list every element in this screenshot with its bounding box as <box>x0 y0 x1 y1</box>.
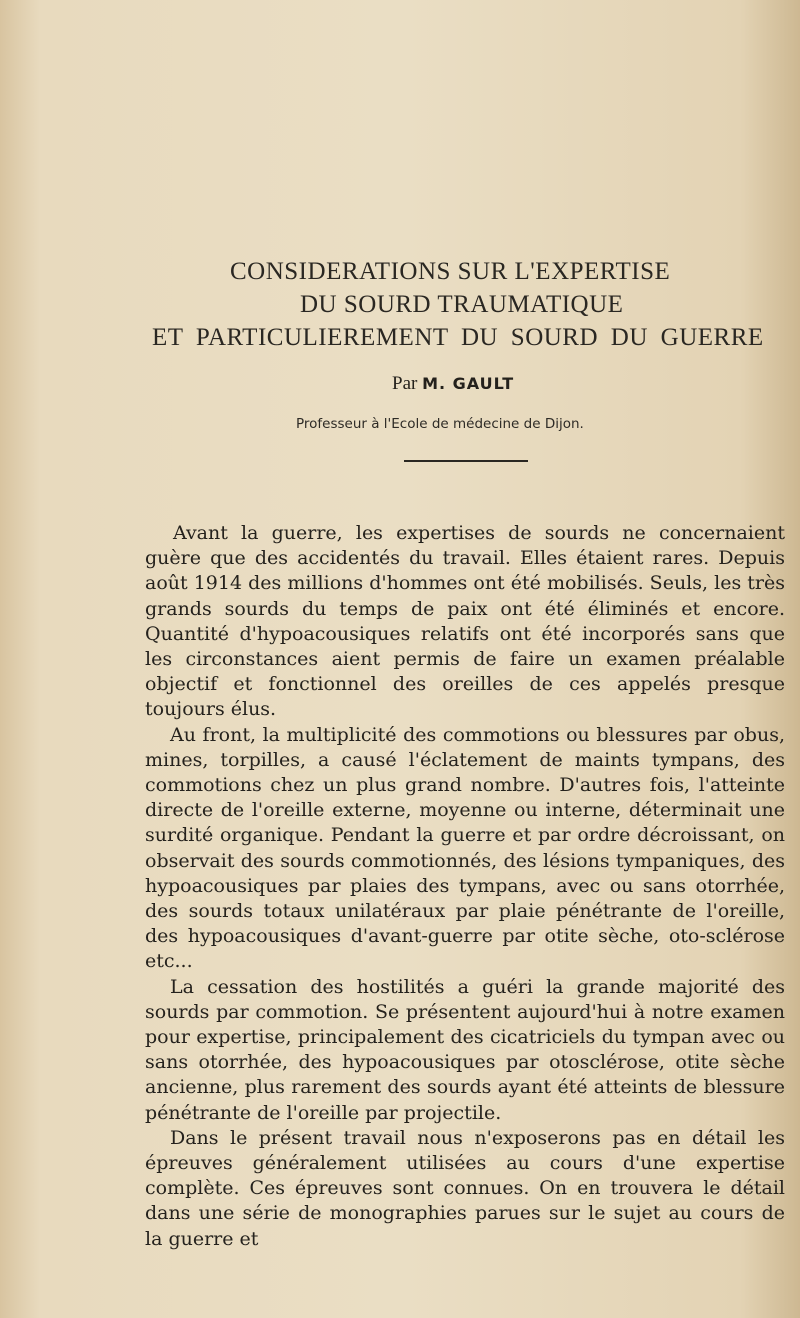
paragraph: Dans le présent travail nous n'exposerons pas en détail les épreuves généralement utilisées au cours d'une expertise complète. Ces épreuves sont connues. On en trouvera le détail dans une série de monographies parues sur le sujet au cours de la guerre et <box>145 1126 785 1250</box>
paragraph: La cessation des hostilités a guéri la grande majorité des sourds par commotion. Se présentent aujourd'hui à notre examen pour expertise, principalement des cicatriciels du tympan avec ou sans otorrhée, des hypoacousiques par otosclérose, otite sèche ancienne, plus rarement des sourds ayant été atteints de blessure pénétrante de l'oreille par projectile. <box>145 975 785 1124</box>
title-line-2: DU SOURD TRAUMATIQUE <box>300 291 624 318</box>
byline <box>392 373 514 395</box>
byline-prefix: Par <box>392 373 418 394</box>
paragraph: Au front, la multiplicité des commotions ou blessures par obus, mines, torpilles, a causé l'éclatement de maints tympans, des commotions chez un plus grand nombre. D'autres fois, l'atteinte directe de l'oreille externe, moyenne ou interne, déterminait une surdité organique. Pendant la guerre et par ordre décroissant, on observait des sourds commotionnés, des lésions tympaniques, des hypoacousiques par plaies des tympans, avec ou sans otorrhée, des sourds totaux unilatéraux par plaie pénétrante de l'oreille, des hypoacousiques d'avant-guerre par otite sèche, oto-sclérose etc... <box>145 723 785 973</box>
author-affiliation: Professeur à l'Ecole de médecine de Dijon. <box>296 416 584 432</box>
title-line-3: ET PARTICULIEREMENT DU SOURD DU GUERRE <box>152 324 764 351</box>
section-divider <box>404 460 528 462</box>
author-name: M. GAULT <box>422 374 515 393</box>
article-body <box>145 521 785 1252</box>
title-line-1: CONSIDERATIONS SUR L'EXPERTISE <box>230 258 671 285</box>
paragraph: Avant la guerre, les expertises de sourds ne concernaient guère que des accidentés du travail. Elles étaient rares. Depuis août 1914 des millions d'hommes ont été mobilisés. Seuls, les très grands sourds du temps de paix ont été éliminés et encore. Quantité d'hypoacousiques relatifs ont été incorporés sans que les circonstances aient permis de faire un examen préalable objectif et fonctionnel des oreilles de ces appelés presque toujours élus. <box>145 522 785 721</box>
